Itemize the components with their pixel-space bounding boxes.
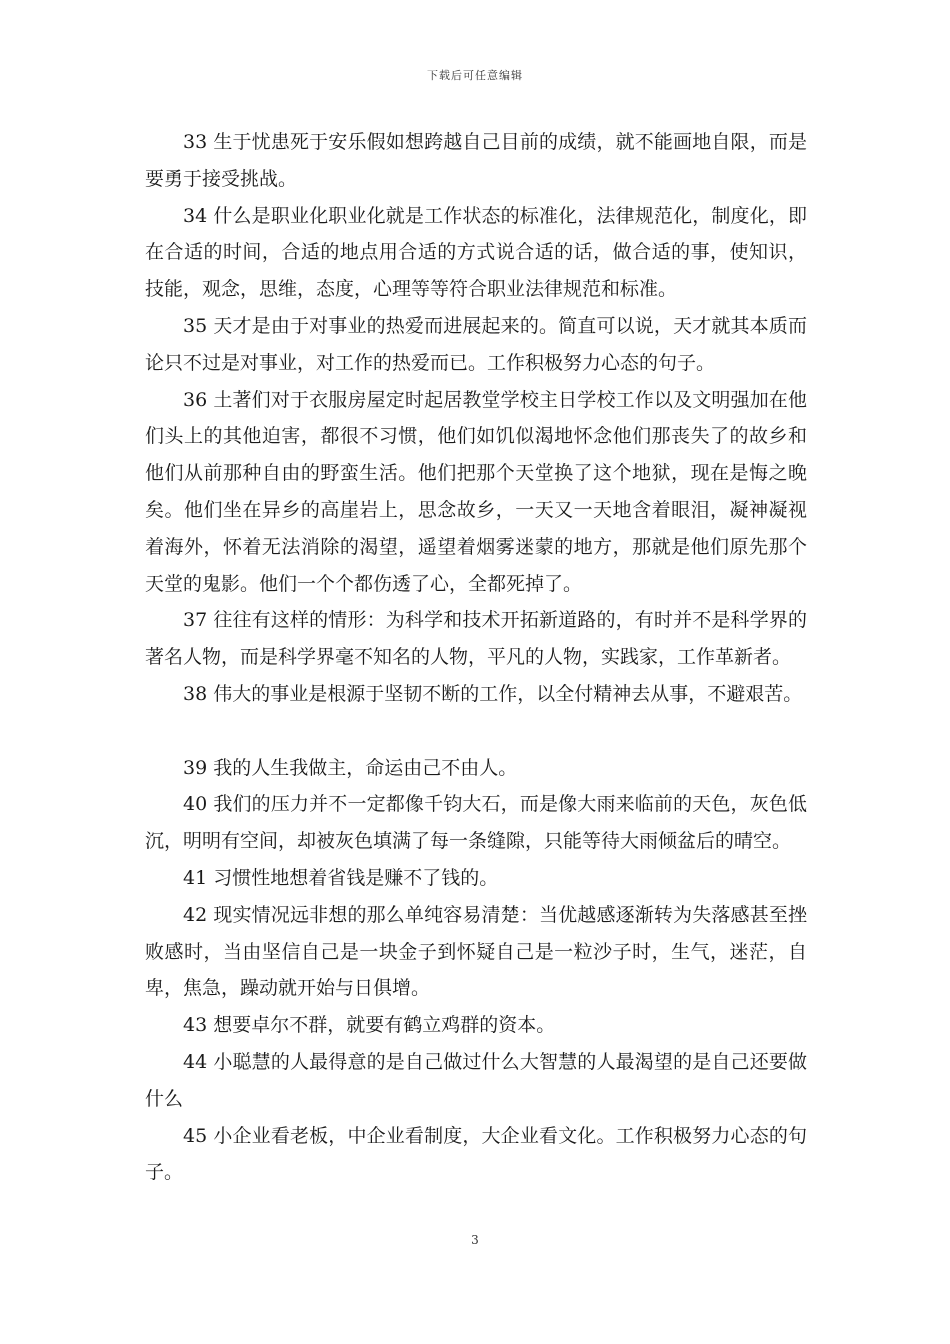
paragraph-43: 43 想要卓尔不群，就要有鹤立鸡群的资本。 xyxy=(183,1014,556,1037)
document-body xyxy=(145,124,807,1191)
paragraph-39: 39 我的人生我做主，命运由己不由人。 xyxy=(183,756,518,779)
paragraph-44: 44 小聪慧的人最得意的是自己做过什么大智慧的人最渴望的是自己还要做什么 xyxy=(145,1050,807,1110)
blank-line xyxy=(145,713,807,750)
paragraph-40: 40 我们的压力并不一定都像千钧大石，而是像大雨来临前的天色，灰色低沉，明明有空间，却被灰色填满了每一条缝隙，只能等待大雨倾盆后的晴空。 xyxy=(145,793,807,853)
paragraph-34: 34 什么是职业化职业化就是工作状态的标准化，法律规范化，制度化，即在合适的时间，合适的地点用合适的方式说合适的话，做合适的事，使知识，技能，观念，思维，态度，心理等等符合职业法律规范和标准。 xyxy=(145,204,807,301)
paragraph-45: 45 小企业看老板，中企业看制度，大企业看文化。工作积极努力心态的句子。 xyxy=(145,1124,807,1184)
paragraph-33: 33 生于忧患死于安乐假如想跨越自己目前的成绩，就不能画地自限，而是要勇于接受挑战。 xyxy=(145,131,807,190)
paragraph-41: 41 习惯性地想着省钱是赚不了钱的。 xyxy=(183,866,499,889)
page-header: 下载后可任意编辑 xyxy=(427,69,523,82)
paragraph-42: 42 现实情况远非想的那么单纯容易清楚：当优越感逐渐转为失落感甚至挫败感时，当由坚信自己是一块金子到怀疑自己是一粒沙子时，生气，迷茫，自卑，焦急，躁动就开始与日俱增。 xyxy=(145,903,807,1000)
paragraph-36: 36 土著们对于衣服房屋定时起居教堂学校主日学校工作以及文明强加在他们头上的其他迫害，都很不习惯，他们如饥似渴地怀念他们那丧失了的故乡和他们从前那种自由的野蛮生活。他们把那个天堂换了这个地狱，现在是悔之晚矣。他们坐在异乡的高崖岩上，思念故乡，一天又一天地含着眼泪，凝神凝视着海外，怀着无法消除的渴望，遥望着烟雾迷蒙的地方，那就是他们原先那个天堂的鬼影。他们一个个都伤透了心，全都死掉了。 xyxy=(145,388,807,595)
paragraph-35: 35 天才是由于对事业的热爱而进展起来的。简直可以说，天才就其本质而论只不过是对事业，对工作的热爱而已。工作积极努力心态的句子。 xyxy=(145,314,807,374)
paragraph-37: 37 往往有这样的情形：为科学和技术开拓新道路的，有时并不是科学界的著名人物，而是科学界毫不知名的人物，平凡的人物，实践家，工作革新者。 xyxy=(145,609,807,669)
paragraph-38: 38 伟大的事业是根源于坚韧不断的工作，以全付精神去从事，不避艰苦。 xyxy=(183,682,803,705)
page-number: 3 xyxy=(471,1233,479,1247)
